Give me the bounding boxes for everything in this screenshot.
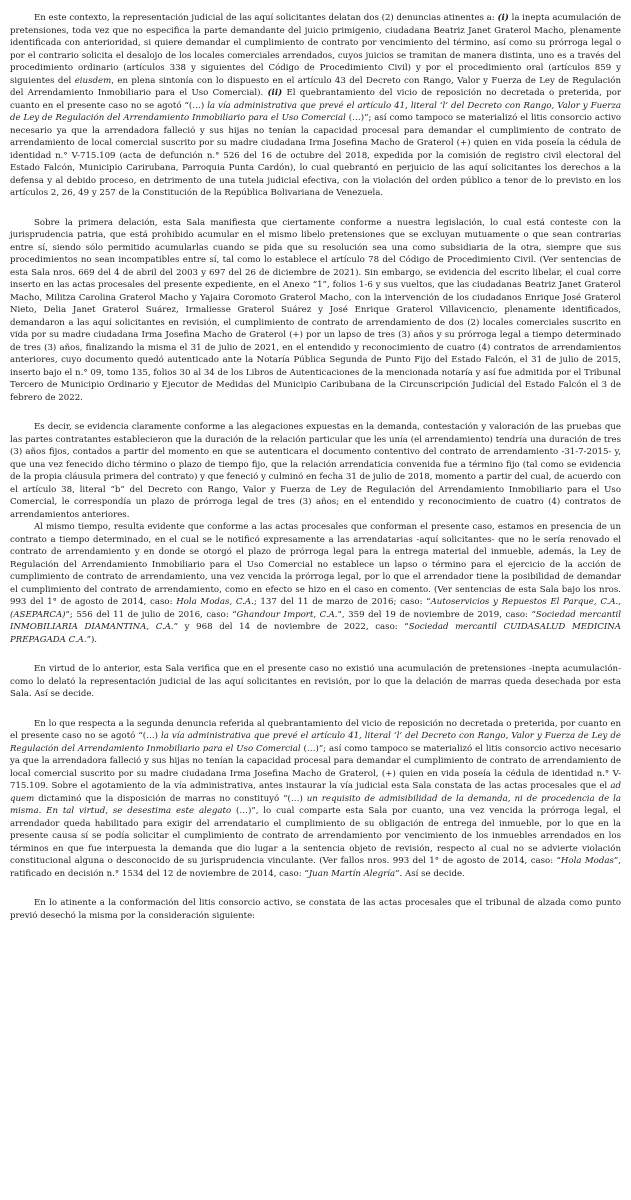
text-run: Hola Modas [560, 856, 614, 866]
paragraph [10, 718, 621, 881]
text-run: eiusdem [74, 75, 112, 86]
text-run: la inepta acumulación de pretensiones, toda vez que no especifica la parte demandante del juicio primigenio, ciudadana Beatriz Janet Graterol Macho, plenamente identificada con anterioridad, si quiere demandar el cumplimiento de contrato por vencimiento del término, así como su prórroga legal o por el contrario solicita el desalojo de los locales comerciales arrendados, cuyos juicios se tramitan de manera distinta, uno es a través del procedimiento ordinario (artículos 338 y siguientes del Código de Procedimiento Civil) y por el procedimiento oral (artículos 859 y siguientes del [10, 13, 621, 86]
text-run: ad quem [10, 781, 621, 804]
text-run: (…)”, lo cual comparte esta Sala por cuanto, una vez vencida la prórroga legal, el arrendador queda habilitado para exigir del arrendatario el cumplimiento de su obligación de entrega del inmueble, por lo que en la presente causa sí se podía solicitar el cumplimiento de contrato de arrendamiento por vencimiento de los inmuebles arrendados en los términos en que fue interpuesta la demanda que dio lugar a la sentencia objeto de revisión, respecto al cual no se advierte violación constitucional alguna o desconocido de su jurisprudencia vinculante. (Ver fallos nros. 993 del 1° de agosto de 2014, caso: “ [10, 806, 621, 866]
text-run: En virtud de lo anterior, esta Sala verifica que en el presente caso no existió una acumulación de pretensiones -inepta acumulación- como lo delató la representación judicial de las aquí solicitantes en revisión, por lo que la delación de marras queda desechada por esta Sala. Así se decide. [10, 664, 621, 699]
paragraph [10, 421, 621, 521]
paragraph [10, 12, 621, 200]
text-run: ” y 968 del 14 de noviembre de 2022, caso: “ [173, 622, 409, 632]
paragraph [10, 521, 621, 646]
text-run: dictaminó que la disposición de marras no constituyó “(…) [34, 793, 307, 804]
text-run: En lo atinente a la conformación del litis consorcio activo, se constata de las actas procesales que el tribunal de alzada como punto previó desechó la misma por la consideración siguiente: [10, 898, 621, 921]
text-run: ; 137 del 11 de marzo de 2016; caso: “ [253, 597, 431, 607]
text-run-bold [497, 13, 508, 23]
paragraph-gap [10, 200, 621, 217]
text-run: En lo que respecta a la segunda denuncia referida al quebrantamiento del vicio de reposición no decretada o preterida, por cuanto en el presente caso no se agotó “(…) [10, 718, 621, 741]
paragraph-gap [10, 646, 621, 663]
text-run: Sociedad mercantil CUIDASALUD MEDICINA PREPAGADA C.A. [10, 622, 621, 645]
text-run: Sobre la primera delación, esta Sala manifiesta que ciertamente conforme a nuestra legislación, lo cual está conteste con la jurisprudencia patria, que está prohibido acumular en el mismo libelo pretensiones que se excluyan mutuamente o que sean contrarias entre sí, siendo sólo permitido acumularlas cuando se pida que su resolución sea una como subsidiaria de la otra, siempre que sus procedimientos no sean incompatibles entre sí, tal como lo establece el artículo 78 del Código de Procedimiento Civil. (Ver sentencias de esta Sala nros. 669 del 4 de abril del 2003 y 697 del 26 de diciembre de 2021). Sin embargo, se evidencia del escrito libelar, el cual corre inserto en las actas procesales del presente expediente, en el Anexo “1”, folios 1-6 y sus vueltos, que las ciudadanas Beatriz Janet Graterol Macho, Militza Carolina Graterol Macho y Yajaira Coromoto Graterol Macho, con la intervención de los ciudadanos Enrique José Graterol Nieto, Delia Janet Graterol Suárez, Irmaliesse Graterol Suárez y José Enrique Graterol Villavicencio, plenamente identificados, demandaron a las aquí solicitantes en revisión, el cumplimiento de contrato de arrendamiento de dos (2) locales comerciales suscrito en vida por su madre ciudadana Irma Josefina Macho de Graterol (+) por un lapso de tres (3) años y su prórroga legal a tiempo determinado de tres (3) años, finalizando la misma el 31 de julio de 2021, en el entendido y reconocimiento de cuatro (4) contratos de arrendamientos anteriores, cuyo documento quedó autenticado ante la Notaría Pública Segunda de Punto Fijo del Estado Falcón, el 31 de julio de 2015, inserto bajo el n.° 09, tomo 135, folios 30 al 34 de los Libros de Autenticaciones de la mencionada notaría y así fue admitida por el Tribunal Tercero de Municipio Ordinario y Ejecutor de Medidas del Municipio Caribubana de la Circunscripción Judicial del Estado Falcón el 3 de febrero de 2022. [10, 217, 621, 403]
text-run: Autoservicios y Repuestos El Parque, C.A., (ASEPARCA) [10, 597, 621, 620]
text-run: (ii) [267, 88, 283, 98]
text-run: ”). [86, 634, 98, 645]
paragraph-gap [10, 701, 621, 718]
text-run: (…)”; así como tampoco se materializó el litis consorcio activo necesario ya que la arrendadora falleció y sus hijas no tenían la capacidad procesal para demandar el cumplimiento de contrato de arrendamiento de local comercial suscrito por su madre ciudadana Irma Josefina Macho de Graterol, (+) quien en vida poseía la cédula de identidad n.° V-715.109. Sobre el agotamiento de la vía administrativa, antes instaurar la vía judicial esta Sala constata de las actas procesales que el [10, 743, 622, 791]
text-run: la vía administrativa que prevé el artículo 41, literal ‘l’ del Decreto con Rango, Valor y Fuerza de Ley de Regulación del Arrendamiento Inmobiliario para el Uso Comercial [10, 731, 621, 754]
text-run: Juan Martín Alegría [308, 868, 396, 879]
text-run: El quebrantamiento del vicio de reposición no decretada o preterida, por cuanto en el presente caso no se agotó “(…) [10, 88, 621, 111]
text-run: Ghandour Import, C.A. [236, 609, 338, 620]
text-run: (i) [497, 13, 509, 23]
paragraph [10, 217, 621, 405]
text-run: ”, ratificado en decisión n.° 1534 del 12 de noviembre de 2014, caso: “ [10, 856, 621, 879]
text-run: Sociedad mercantil INMOBILIARIA DIAMANTINA, C.A. [10, 609, 621, 632]
text-run: ”, 359 del 19 de noviembre de 2019, caso: “ [337, 609, 536, 620]
text-run-bold [267, 88, 282, 98]
paragraph-gap [10, 880, 621, 897]
paragraph [10, 663, 621, 701]
text-run: la vía administrativa que prevé el artículo 41, literal ‘l’ del Decreto con Rango, Valor y Fuerza de Ley de Regulación del Arrendamiento Inmobiliario para el Uso Comercial [10, 100, 621, 123]
text-run: (…)”; así como tampoco se materializó el litis consorcio activo necesario ya que la arrendadora falleció y sus hijas no tenían la capacidad procesal para demandar el cumplimiento de contrato de arrendamiento de local comercial suscrito por su madre ciudadana Irma Josefina Macho de Graterol (+) quien en vida poseía la cédula de identidad n.° V-715.109 (acta de defunción n.° 526 del 16 de octubre del 2018, expedida por la comisión de registro civil electoral del Estado Falcón, Municipio Carirubana, Parroquia Punta Cardón), lo cual quebrantó en perjuicio de las aquí solicitantes los derechos a la defensa y al debido proceso, en detrimento de una tutela judicial efectiva, con la violación del orden público a tenor de lo previsto en los artículos 2, 26, 49 y 257 de la Constitución de la República Bolivariana de Venezuela. [10, 113, 621, 198]
text-run: un requisito de admisibilidad de la demanda, ni de procedencia de la misma. En tal virtud, se desestima este alegato [10, 793, 621, 816]
text-run: Al mismo tiempo, resulta evidente que conforme a las actas procesales que conforman el presente caso, estamos en presencia de un contrato a tiempo determinado, en el cual se le notificó expresamente a las arrendatarias -aquí solicitantes- que no le sería renovado el contrato de arrendamiento y en donde se otorgó el plazo de prórroga legal para la entrega material del inmueble, además, la Ley de Regulación del Arrendamiento Inmobiliario para el Uso Comercial no establece un lapso o término para el ejercicio de la acción de cumplimiento de contrato de arrendamiento, una vez vencida la prórroga legal, por lo que el arrendador tiene la posibilidad de demandar el cumplimiento del contrato de arrendamiento, como en efecto se hizo en el caso en comento. (Ver sentencias de esta Sala bajo los nros. 993 del 1° de agosto de 2014, caso: [10, 522, 621, 607]
paragraph-gap [10, 404, 621, 421]
text-run: ”. Así se decide. [395, 868, 465, 879]
text-run: En este contexto, la representación judicial de las aquí solicitantes delatan dos (2) denuncias atinentes a: [34, 13, 498, 23]
text-run: , en plena sintonía con lo dispuesto en el artículo 43 del Decreto con Rango, Valor y Fuerza de Ley de Regulación del Arrendamiento Inmobiliario para el Uso Comercial). [10, 75, 622, 98]
paragraph [10, 897, 621, 922]
text-run: ”; 556 del 11 de julio de 2016, caso: “ [65, 609, 237, 620]
text-run: Hola Modas, C.A. [176, 597, 254, 607]
text-run: Es decir, se evidencia claramente conforme a las alegaciones expuestas en la demanda, contestación y valoración de las pruebas que las partes contratantes establecieron que la duración de la relación particular que les unía (el arrendamiento) tendría una duración de tres (3) años fijos, contados a partir del momento en que se autenticara el documento contentivo del contrato de arrendamiento -31-7-2015- y, que una vez fenecido dicho término o plazo de tiempo fijo, que la relación arrendaticia convenida fue a término fijo (tal como se evidencia de la propia cláusula primera del contrato) y que feneció y culminó en fecha 31 de julio de 2018, momento a partir del cual, de acuerdo con el artículo 38, literal “b” del Decreto con Rango, Valor y Fuerza de Ley de Regulación del Arrendamiento Inmobiliario para el Uso Comercial, le correspondía un plazo de prórroga legal de tres (3) años; en el entendido y reconocimiento de cuatro (4) contratos de arrendamientos anteriores. [10, 422, 621, 520]
